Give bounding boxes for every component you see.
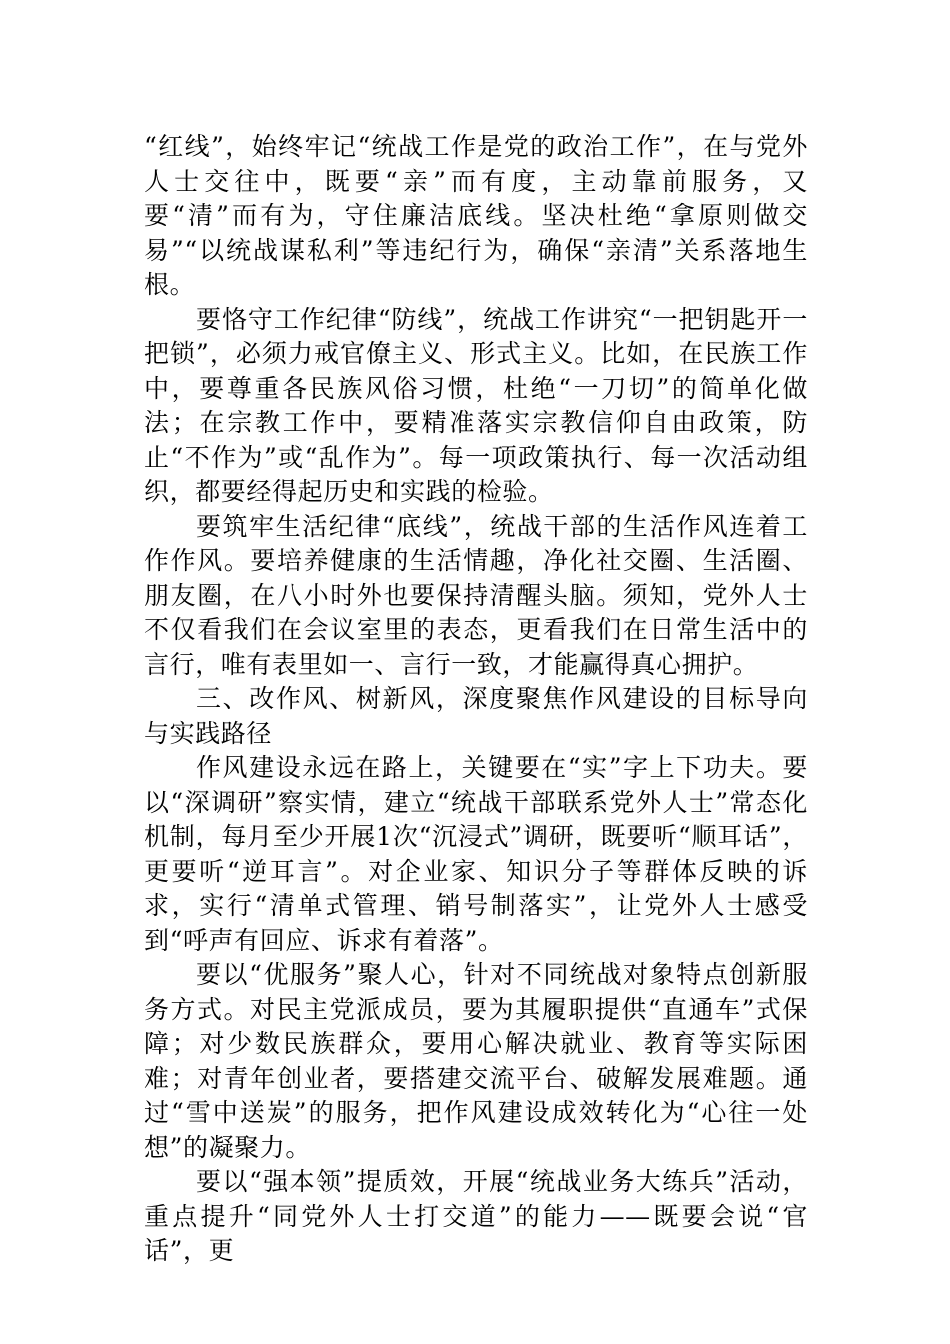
paragraph-1-continuation: “红线”，始终牢记“统战工作是党的政治工作”，在与党外人士交往中，既要“亲”而有度，主动靠前服务，又要“清”而有为，守住廉洁底线。坚决杜绝“拿原则做交易”“以统战谋私利”等违纪行为，确保“亲清”关系落地生根。 <box>144 132 808 299</box>
paragraph-deep-research: 作风建设永远在路上，关键要在“实”字上下功夫。要以“深调研”察实情，建立“统战干部联系党外人士”常态化机制，每月至少开展1次“沉浸式”调研，既要听“顺耳话”，更要听“逆耳言”。对企业家、知识分子等群体反映的诉求，实行“清单式管理、销号制落实”，让党外人士感受到“呼声有回应、诉求有着落”。 <box>144 753 808 955</box>
section-heading-three: 三、改作风、树新风，深度聚焦作风建设的目标导向与实践路径 <box>144 684 808 748</box>
paragraph-work-discipline: 要恪守工作纪律“防线”，统战工作讲究“一把钥匙开一把锁”，必须力戒官僚主义、形式主义。比如，在民族工作中，要尊重各民族风俗习惯，杜绝“一刀切”的简单化做法；在宗教工作中，要精准落实宗教信仰自由政策，防止“不作为”或“乱作为”。每一项政策执行、每一次活动组织，都要经得起历史和实践的检验。 <box>144 304 808 506</box>
paragraph-strengthen-skills: 要以“强本领”提质效，开展“统战业务大练兵”活动，重点提升“同党外人士打交道”的能力——既要会说“官话”，更 <box>144 1167 808 1265</box>
document-body <box>144 130 808 1269</box>
paragraph-life-discipline: 要筑牢生活纪律“底线”，统战干部的生活作风连着工作作风。要培养健康的生活情趣，净化社交圈、生活圈、朋友圈，在八小时外也要保持清醒头脑。须知，党外人士不仅看我们在会议室里的表态，更看我们在日常生活中的言行，唯有表里如一、言行一致，才能赢得真心拥护。 <box>144 511 808 679</box>
paragraph-better-service: 要以“优服务”聚人心，针对不同统战对象特点创新服务方式。对民主党派成员，要为其履职提供“直通车”式保障；对少数民族群众，要用心解决就业、教育等实际困难；对青年创业者，要搭建交流平台、破解发展难题。通过“雪中送炭”的服务，把作风建设成效转化为“心往一处想”的凝聚力。 <box>144 960 808 1162</box>
